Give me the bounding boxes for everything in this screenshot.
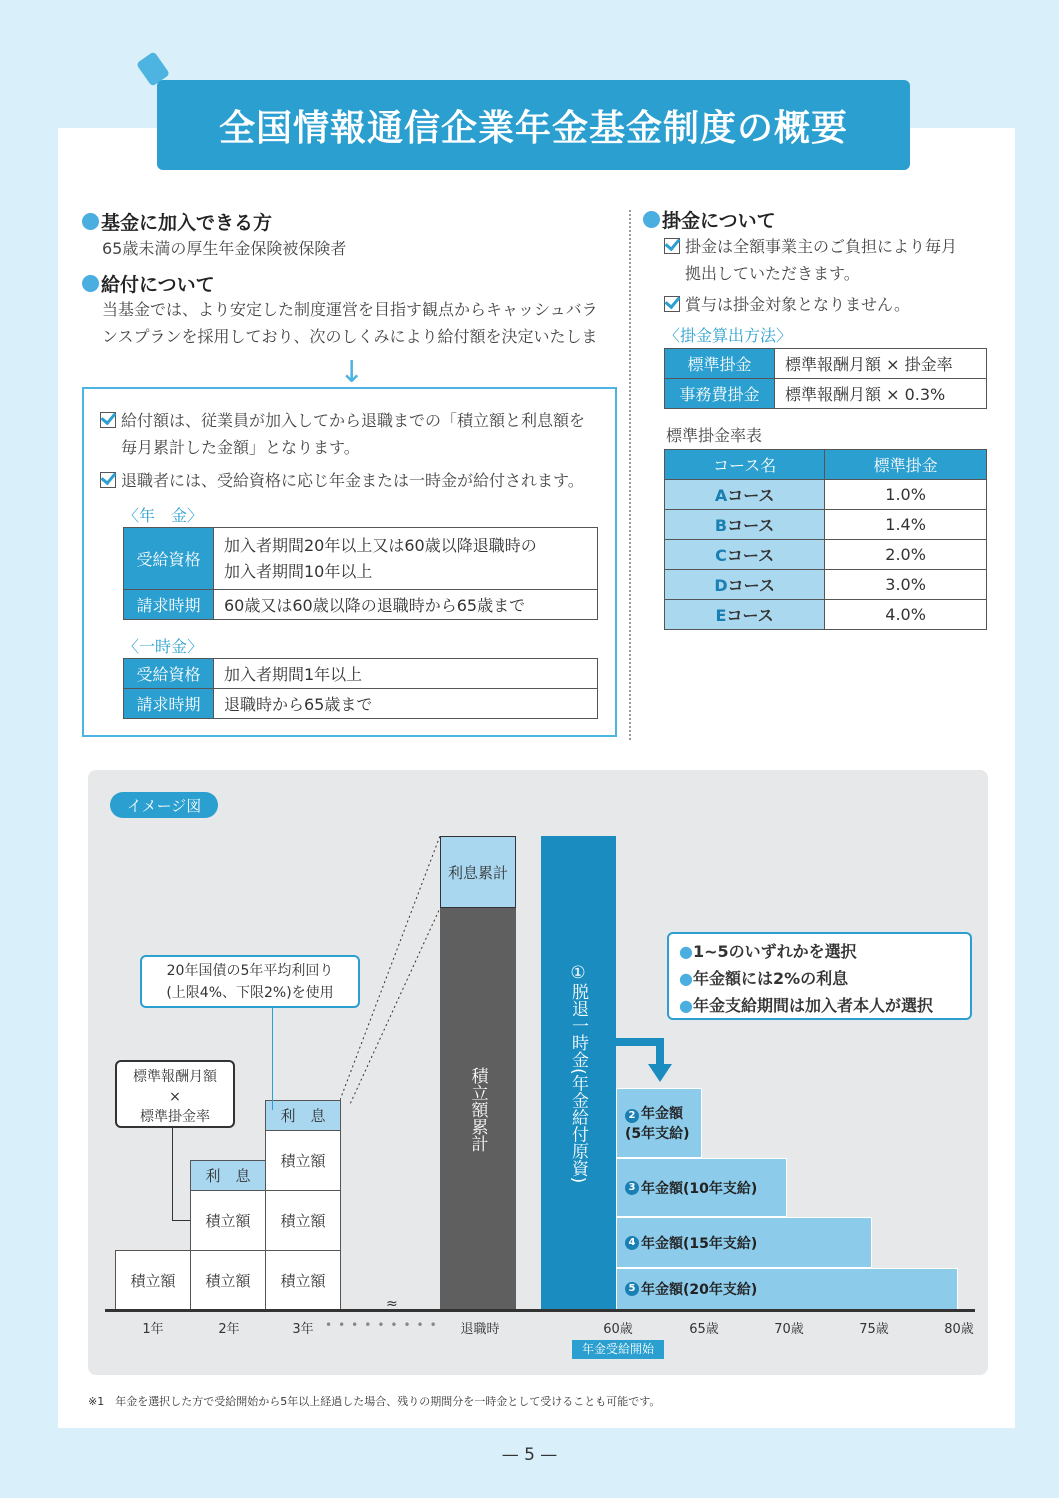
course-letter: C [715, 546, 727, 565]
axis-break-icon: ≈ [386, 1296, 398, 1312]
bullet-icon: ● [679, 996, 693, 1015]
check-text: 毎月累計した金額」となります。 [121, 438, 360, 457]
checkbox-icon [664, 238, 680, 254]
diagram-tag: イメージ図 [110, 792, 218, 818]
benefit-checks [100, 407, 585, 494]
calc-label: 〈掛金算出方法〉 [664, 326, 793, 345]
dotted-zoom-lines [340, 836, 450, 1106]
table-row [665, 600, 987, 630]
value-line: 加入者期間10年以上 [224, 561, 373, 581]
note-line: 1~5のいずれかを選択 [692, 942, 857, 961]
course-letter: A [714, 486, 728, 505]
table-value: 60歳又は60歳以降の退職時から65歳まで [214, 590, 598, 620]
x-label: 80歳 [944, 1322, 974, 1337]
rate-value: 1.4% [825, 510, 987, 540]
contrib-block: 積立額 [115, 1250, 191, 1310]
page-number: — 5 — [501, 1445, 558, 1465]
options-note [667, 932, 972, 1020]
step-20yr [616, 1268, 958, 1310]
x-label: 70歳 [774, 1322, 804, 1337]
contribution-checks [664, 233, 957, 318]
column-header: 標準掛金 [825, 450, 987, 480]
x-label: 3年 [292, 1322, 314, 1337]
lump-sum-bar: ①脱退一時金(年金給付原資) [541, 836, 616, 1310]
x-label: 65歳 [689, 1322, 719, 1337]
page-title: 全国情報通信企業年金基金制度の概要 [157, 80, 910, 170]
rate-value: 2.0% [825, 540, 987, 570]
step-label: 年金額(10年支給) [641, 1180, 758, 1197]
number-badge: 5 [625, 1282, 639, 1296]
text-line: 当基金では、より安定した制度運営を目指す観点からキャッシュバラ [102, 300, 598, 319]
note-line: 年金額には2%の利息 [692, 969, 849, 988]
step-15yr [616, 1217, 872, 1268]
formula-line: 標準報酬月額 [133, 1069, 217, 1085]
formula-box [115, 1060, 235, 1128]
pension-table [123, 527, 598, 620]
table-row [665, 570, 987, 600]
table-row [665, 510, 987, 540]
table-row [665, 480, 987, 510]
column-header: コース名 [665, 450, 825, 480]
eligible-text: 65歳未満の厚生年金保険被保険者 [102, 239, 347, 258]
check-text: 退職者には、受給資格に応じ年金または一時金が給付されます。 [121, 471, 584, 490]
x-label: 2年 [218, 1322, 240, 1337]
check-text: 賞与は掛金対象となりません。 [685, 295, 910, 314]
interest-block: 利 息 [265, 1100, 341, 1131]
footnote: ※1 年金を選択した方で受給開始から5年以上経過した場合、残りの期間分を一時金として受けることも可能です。 [88, 1395, 661, 1408]
connector [272, 1008, 273, 1110]
bullet-icon [643, 211, 660, 228]
x-label: 75歳 [859, 1322, 889, 1337]
bent-arrow-icon [616, 1036, 676, 1086]
x-label: 60歳 [603, 1322, 633, 1337]
checkbox-icon [100, 472, 116, 488]
course-suffix: コース [727, 486, 775, 505]
number-badge: 3 [625, 1181, 639, 1195]
formula-line: × [169, 1089, 181, 1105]
table-row [665, 540, 987, 570]
note-line: 20年国債の5年平均利回り [166, 963, 334, 979]
table-value: 加入者期間1年以上 [214, 659, 598, 689]
table-key: 受給資格 [124, 659, 214, 689]
contrib-total-bar: 積立額累計 [440, 908, 516, 1310]
x-label: 1年 [142, 1322, 164, 1337]
table-key: 請求時期 [124, 590, 214, 620]
table-key: 標準掛金 [665, 349, 775, 379]
table-key: 受給資格 [124, 528, 214, 590]
table-key: 請求時期 [124, 689, 214, 719]
step-label: 年金額(15年支給) [641, 1235, 758, 1252]
table-key: 事務費掛金 [665, 379, 775, 409]
rate-title: 標準掛金率表 [666, 426, 763, 445]
contrib-block: 積立額 [265, 1250, 341, 1310]
rate-value: 3.0% [825, 570, 987, 600]
course-suffix: コース [727, 576, 775, 595]
lump-table [123, 658, 598, 719]
course-letter: D [714, 576, 728, 595]
bullet-icon: ● [679, 942, 693, 961]
course-suffix: コース [726, 546, 775, 565]
heading-text: 給付について [101, 274, 215, 296]
table-value: 標準報酬月額 × 0.3% [775, 379, 987, 409]
value-line: 加入者期間20年以上又は60歳以降退職時の [224, 535, 537, 555]
text-line: ンスプランを採用しており、次のしくみにより給付額を決定いたしま [102, 327, 598, 346]
course-suffix: コース [727, 516, 775, 535]
contribution-heading [643, 206, 776, 233]
lump-label: 〈一時金〉 [123, 637, 204, 656]
check-text: 掛金は全額事業主のご負担により毎月 [685, 237, 958, 256]
yield-note [140, 955, 360, 1008]
benefit-heading [82, 270, 215, 297]
rate-value: 4.0% [825, 600, 987, 630]
contrib-block: 積立額 [265, 1190, 341, 1251]
table-value: 標準報酬月額 × 掛金率 [775, 349, 987, 379]
eligible-heading [82, 208, 272, 235]
checkbox-icon [100, 412, 116, 428]
course-letter: E [715, 606, 727, 625]
bullet-icon: ● [679, 969, 693, 988]
number-badge: 2 [625, 1109, 639, 1123]
step-label: 年金額(20年支給) [641, 1282, 758, 1298]
arrow-down-icon: ↓ [339, 355, 365, 390]
interest-total-bar: 利息累計 [440, 836, 516, 908]
check-text: 拠出していただきます。 [685, 264, 860, 283]
dots: ••••••••• [325, 1318, 443, 1332]
calc-table [664, 348, 987, 409]
formula-line: 標準掛金率 [140, 1109, 210, 1125]
course-suffix: コース [726, 606, 774, 625]
baseline-axis [105, 1309, 975, 1312]
table-value [214, 528, 598, 590]
heading-text: 基金に加入できる方 [101, 212, 273, 234]
contrib-block: 積立額 [190, 1250, 266, 1310]
note-line: (上限4%、下限2%)を使用 [166, 985, 334, 1001]
step-10yr [616, 1158, 787, 1217]
contrib-block: 積立額 [190, 1190, 266, 1251]
step-label: 年金額 [641, 1106, 683, 1122]
step-label: (5年支給) [625, 1126, 690, 1142]
table-value: 退職時から65歳まで [214, 689, 598, 719]
rate-value: 1.0% [825, 480, 987, 510]
heading-text: 掛金について [662, 210, 776, 232]
bullet-icon [82, 213, 99, 230]
contrib-block: 積立額 [265, 1130, 341, 1191]
step-5yr [616, 1088, 702, 1158]
bullet-icon [82, 275, 99, 292]
interest-block: 利 息 [190, 1160, 266, 1191]
benefit-text [102, 296, 598, 350]
note-line: 年金支給期間は加入者本人が選択 [692, 996, 933, 1015]
connector [172, 1128, 190, 1221]
pension-start-label: 年金受給開始 [572, 1340, 664, 1359]
x-label: 退職時 [460, 1322, 500, 1337]
check-text: 給付額は、従業員が加入してから退職までの「積立額と利息額を [121, 411, 586, 430]
course-letter: B [714, 516, 728, 535]
divider [629, 210, 631, 740]
pension-label: 〈年 金〉 [123, 506, 204, 525]
checkbox-icon [664, 296, 680, 312]
number-badge: 4 [625, 1236, 639, 1250]
rate-table [664, 449, 987, 630]
